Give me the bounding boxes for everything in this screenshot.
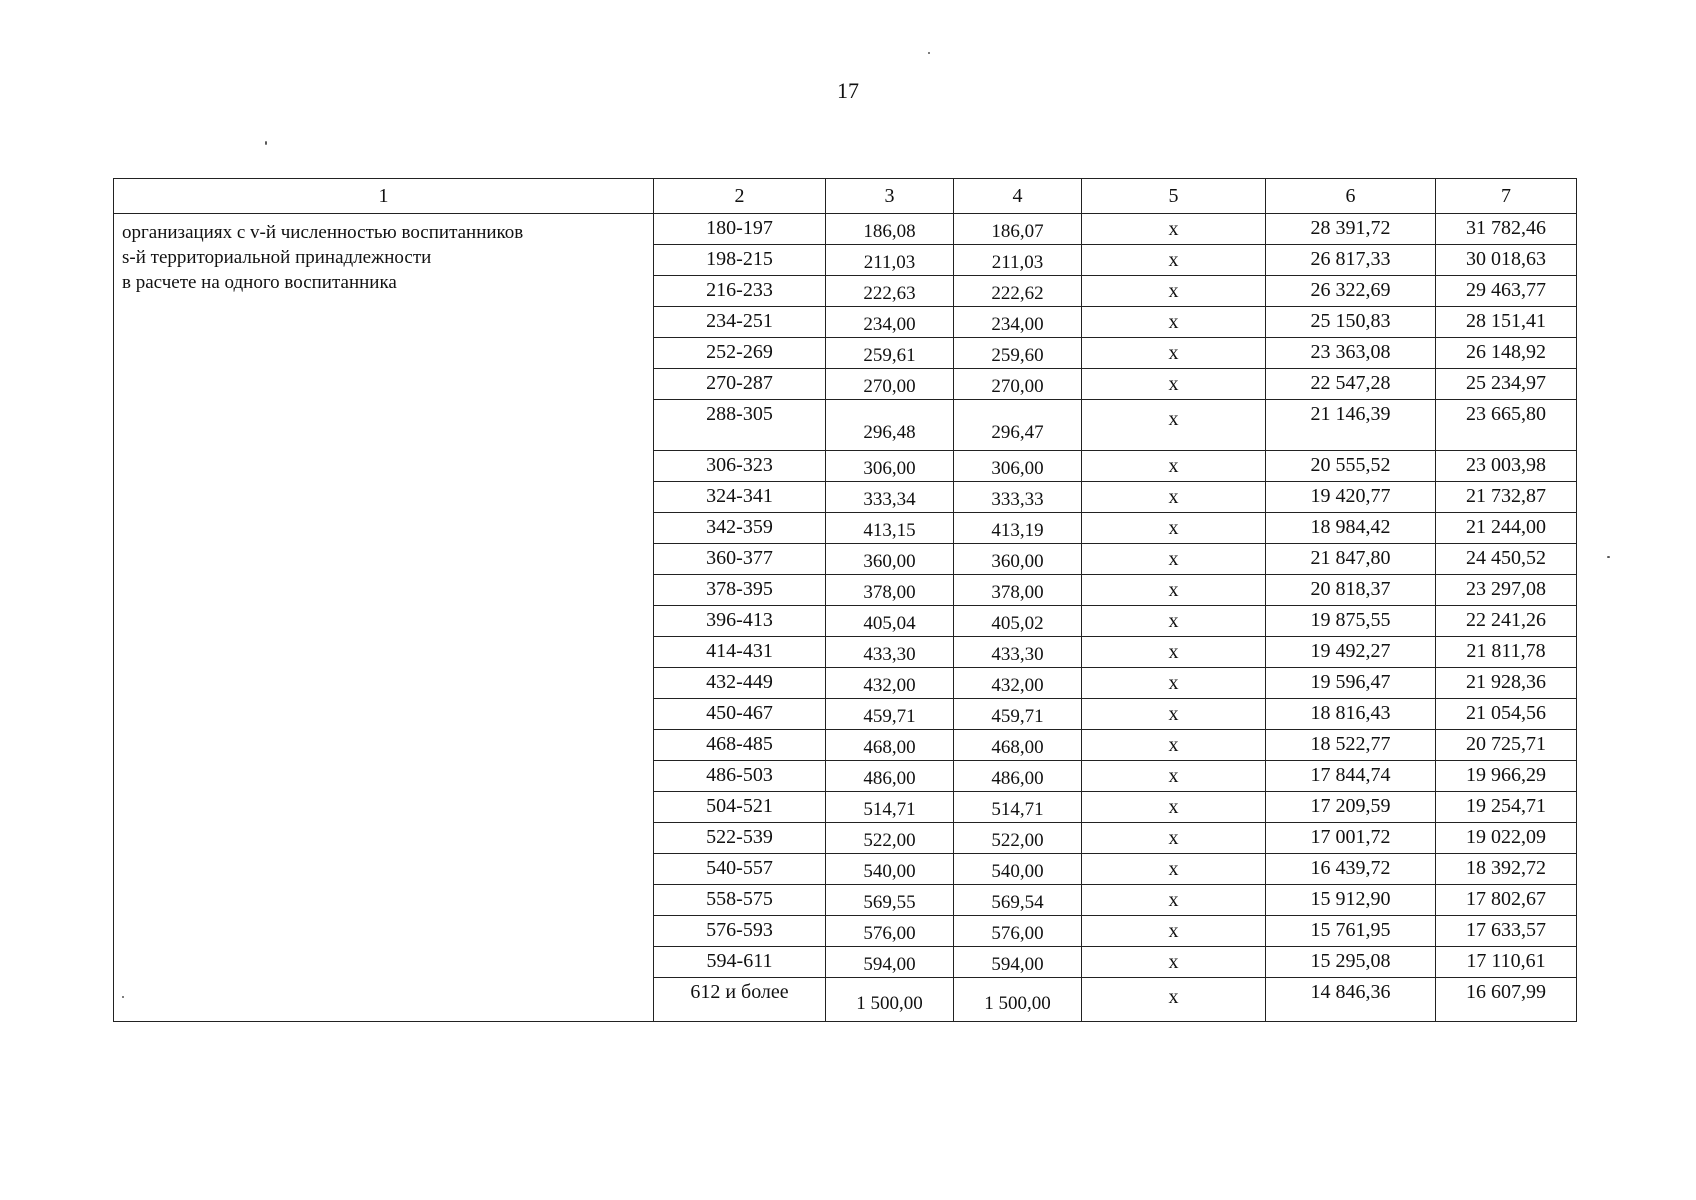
value-cell-6: 23 363,08	[1266, 338, 1436, 369]
value-cell-4: 270,00	[954, 369, 1082, 400]
value-cell-4: 405,02	[954, 606, 1082, 637]
header-cell-7: 7	[1436, 179, 1577, 214]
value-cell-3: 569,55	[826, 885, 954, 916]
range-cell: 432-449	[654, 668, 826, 699]
value-cell-4: 333,33	[954, 482, 1082, 513]
value-cell-6: 21 146,39	[1266, 400, 1436, 451]
value-cell-3: 486,00	[826, 761, 954, 792]
page-number: 17	[837, 78, 859, 103]
value-cell-3: 186,08	[826, 214, 954, 245]
range-cell: 198-215	[654, 245, 826, 276]
value-cell-5: x	[1082, 792, 1266, 823]
value-cell-4: 296,47	[954, 400, 1082, 451]
range-cell: 342-359	[654, 513, 826, 544]
value-cell-7: 19 966,29	[1436, 761, 1577, 792]
value-cell-5: x	[1082, 338, 1266, 369]
value-cell-4: 576,00	[954, 916, 1082, 947]
value-cell-6: 15 761,95	[1266, 916, 1436, 947]
value-cell-6: 28 391,72	[1266, 214, 1436, 245]
value-cell-5: x	[1082, 482, 1266, 513]
value-cell-7: 18 392,72	[1436, 854, 1577, 885]
value-cell-7: 21 732,87	[1436, 482, 1577, 513]
value-cell-5: x	[1082, 947, 1266, 978]
table-row	[114, 214, 1577, 245]
value-cell-5: x	[1082, 668, 1266, 699]
scan-speck	[265, 141, 267, 145]
scan-speck	[1607, 556, 1610, 558]
value-cell-6: 26 322,69	[1266, 276, 1436, 307]
value-cell-6: 17 844,74	[1266, 761, 1436, 792]
scan-speck	[928, 52, 930, 54]
value-cell-7: 19 254,71	[1436, 792, 1577, 823]
value-cell-3: 222,63	[826, 276, 954, 307]
value-cell-5: x	[1082, 637, 1266, 668]
value-cell-6: 19 875,55	[1266, 606, 1436, 637]
value-cell-6: 25 150,83	[1266, 307, 1436, 338]
range-cell: 360-377	[654, 544, 826, 575]
range-cell: 216-233	[654, 276, 826, 307]
value-cell-4: 234,00	[954, 307, 1082, 338]
value-cell-5: x	[1082, 369, 1266, 400]
value-cell-4: 360,00	[954, 544, 1082, 575]
range-cell: 396-413	[654, 606, 826, 637]
value-cell-7: 30 018,63	[1436, 245, 1577, 276]
range-cell: 306-323	[654, 451, 826, 482]
value-cell-5: x	[1082, 730, 1266, 761]
value-cell-5: x	[1082, 544, 1266, 575]
description-line: в расчете на одного воспитанника	[122, 272, 397, 293]
value-cell-7: 24 450,52	[1436, 544, 1577, 575]
value-cell-5: x	[1082, 575, 1266, 606]
value-cell-5: x	[1082, 276, 1266, 307]
range-cell: 558-575	[654, 885, 826, 916]
header-cell-6: 6	[1266, 179, 1436, 214]
value-cell-6: 20 555,52	[1266, 451, 1436, 482]
value-cell-4: 306,00	[954, 451, 1082, 482]
value-cell-3: 540,00	[826, 854, 954, 885]
value-cell-7: 16 607,99	[1436, 978, 1577, 1022]
value-cell-3: 522,00	[826, 823, 954, 854]
value-cell-7: 21 928,36	[1436, 668, 1577, 699]
header-cell-2: 2	[654, 179, 826, 214]
range-cell: 522-539	[654, 823, 826, 854]
value-cell-5: x	[1082, 885, 1266, 916]
value-cell-3: 378,00	[826, 575, 954, 606]
value-cell-4: 540,00	[954, 854, 1082, 885]
value-cell-6: 14 846,36	[1266, 978, 1436, 1022]
range-cell: 540-557	[654, 854, 826, 885]
value-cell-4: 486,00	[954, 761, 1082, 792]
range-cell: 576-593	[654, 916, 826, 947]
value-cell-4: 433,30	[954, 637, 1082, 668]
value-cell-7: 19 022,09	[1436, 823, 1577, 854]
value-cell-6: 18 984,42	[1266, 513, 1436, 544]
value-cell-6: 19 596,47	[1266, 668, 1436, 699]
range-cell: 612 и более	[654, 978, 826, 1022]
value-cell-5: x	[1082, 978, 1266, 1022]
value-cell-5: x	[1082, 307, 1266, 338]
value-cell-3: 413,15	[826, 513, 954, 544]
value-cell-3: 270,00	[826, 369, 954, 400]
header-cell-4: 4	[954, 179, 1082, 214]
value-cell-6: 21 847,80	[1266, 544, 1436, 575]
value-cell-6: 20 818,37	[1266, 575, 1436, 606]
range-cell: 594-611	[654, 947, 826, 978]
value-cell-6: 17 001,72	[1266, 823, 1436, 854]
value-cell-6: 15 295,08	[1266, 947, 1436, 978]
range-cell: 252-269	[654, 338, 826, 369]
value-cell-7: 17 633,57	[1436, 916, 1577, 947]
value-cell-7: 23 665,80	[1436, 400, 1577, 451]
header-row	[114, 179, 1577, 214]
value-cell-3: 211,03	[826, 245, 954, 276]
value-cell-5: x	[1082, 513, 1266, 544]
value-cell-5: x	[1082, 916, 1266, 947]
value-cell-6: 19 420,77	[1266, 482, 1436, 513]
value-cell-6: 18 522,77	[1266, 730, 1436, 761]
value-cell-4: 259,60	[954, 338, 1082, 369]
value-cell-5: x	[1082, 699, 1266, 730]
value-cell-5: x	[1082, 823, 1266, 854]
value-cell-3: 234,00	[826, 307, 954, 338]
value-cell-3: 594,00	[826, 947, 954, 978]
value-cell-3: 1 500,00	[826, 978, 954, 1022]
range-cell: 378-395	[654, 575, 826, 606]
value-cell-6: 15 912,90	[1266, 885, 1436, 916]
value-cell-4: 468,00	[954, 730, 1082, 761]
value-cell-5: x	[1082, 854, 1266, 885]
value-cell-4: 186,07	[954, 214, 1082, 245]
value-cell-7: 20 725,71	[1436, 730, 1577, 761]
value-cell-4: 569,54	[954, 885, 1082, 916]
value-cell-6: 16 439,72	[1266, 854, 1436, 885]
value-cell-3: 259,61	[826, 338, 954, 369]
value-cell-4: 1 500,00	[954, 978, 1082, 1022]
value-cell-3: 296,48	[826, 400, 954, 451]
value-cell-7: 17 110,61	[1436, 947, 1577, 978]
value-cell-5: x	[1082, 761, 1266, 792]
value-cell-3: 432,00	[826, 668, 954, 699]
header-cell-5: 5	[1082, 179, 1266, 214]
value-cell-6: 19 492,27	[1266, 637, 1436, 668]
value-cell-5: x	[1082, 451, 1266, 482]
value-cell-7: 21 244,00	[1436, 513, 1577, 544]
value-cell-7: 23 003,98	[1436, 451, 1577, 482]
value-cell-4: 459,71	[954, 699, 1082, 730]
value-cell-3: 306,00	[826, 451, 954, 482]
value-cell-3: 459,71	[826, 699, 954, 730]
value-cell-4: 432,00	[954, 668, 1082, 699]
value-cell-6: 22 547,28	[1266, 369, 1436, 400]
value-cell-4: 594,00	[954, 947, 1082, 978]
range-cell: 414-431	[654, 637, 826, 668]
description-line: s-й территориальной принадлежности	[122, 247, 432, 268]
value-cell-6: 17 209,59	[1266, 792, 1436, 823]
value-cell-7: 22 241,26	[1436, 606, 1577, 637]
value-cell-7: 25 234,97	[1436, 369, 1577, 400]
table-body	[114, 214, 1577, 1022]
value-cell-4: 514,71	[954, 792, 1082, 823]
value-cell-5: x	[1082, 245, 1266, 276]
value-cell-3: 405,04	[826, 606, 954, 637]
range-cell: 234-251	[654, 307, 826, 338]
value-cell-4: 211,03	[954, 245, 1082, 276]
value-cell-5: x	[1082, 606, 1266, 637]
value-cell-3: 333,34	[826, 482, 954, 513]
value-cell-4: 378,00	[954, 575, 1082, 606]
value-cell-6: 26 817,33	[1266, 245, 1436, 276]
range-cell: 288-305	[654, 400, 826, 451]
value-cell-7: 21 811,78	[1436, 637, 1577, 668]
value-cell-4: 222,62	[954, 276, 1082, 307]
value-cell-3: 576,00	[826, 916, 954, 947]
header-cell-1: 1	[114, 179, 654, 214]
value-cell-3: 360,00	[826, 544, 954, 575]
value-cell-7: 21 054,56	[1436, 699, 1577, 730]
value-cell-7: 31 782,46	[1436, 214, 1577, 245]
value-cell-6: 18 816,43	[1266, 699, 1436, 730]
value-cell-5: x	[1082, 214, 1266, 245]
value-cell-7: 26 148,92	[1436, 338, 1577, 369]
value-cell-3: 468,00	[826, 730, 954, 761]
value-cell-5: x	[1082, 400, 1266, 451]
range-cell: 180-197	[654, 214, 826, 245]
value-cell-3: 514,71	[826, 792, 954, 823]
value-cell-7: 17 802,67	[1436, 885, 1577, 916]
range-cell: 270-287	[654, 369, 826, 400]
value-cell-4: 413,19	[954, 513, 1082, 544]
value-cell-7: 29 463,77	[1436, 276, 1577, 307]
range-cell: 504-521	[654, 792, 826, 823]
data-table	[113, 178, 1577, 1022]
value-cell-7: 28 151,41	[1436, 307, 1577, 338]
description-cell	[114, 214, 654, 1022]
value-cell-7: 23 297,08	[1436, 575, 1577, 606]
value-cell-3: 433,30	[826, 637, 954, 668]
range-cell: 486-503	[654, 761, 826, 792]
header-cell-3: 3	[826, 179, 954, 214]
value-cell-4: 522,00	[954, 823, 1082, 854]
description-line: организациях с v-й численностью воспитанников	[122, 222, 524, 243]
range-cell: 468-485	[654, 730, 826, 761]
range-cell: 450-467	[654, 699, 826, 730]
range-cell: 324-341	[654, 482, 826, 513]
